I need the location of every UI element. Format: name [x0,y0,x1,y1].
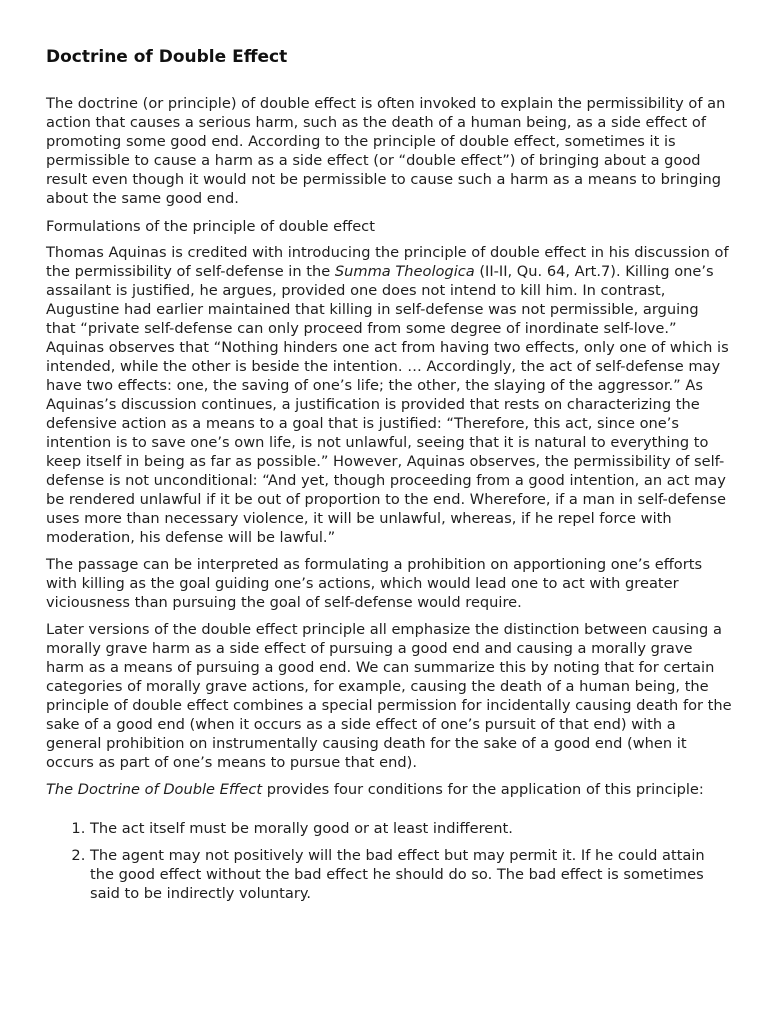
summa-theologica-title: Summa Theologica [334,263,475,280]
conditions-list [46,819,732,903]
section-subheading: Formulations of the principle of double effect [46,218,375,235]
interpretation-paragraph: The passage can be interpreted as formulating a prohibition on apportioning one’s efforts with killing as the goal guiding one’s actions, which would lead one to act with greater viciousness than pursuing the goal of self-defense would require. [46,556,703,611]
conditions-intro-paragraph [46,780,732,799]
condition-item: 1. The act itself must be morally good or at least indifferent. [90,819,732,838]
aquinas-text-end: (II-II, Qu. 64, Art.7). Killing one’s assailant is justified, he argues, provided one does not intend to kill him. In contrast, Augustine had earlier maintained that killing in self-defense was not permissible, arguing that “private self-defense can only proceed from some degree of inordinate self-love.” Aquinas observes that “Nothing hinders one act from having two effects, only one of which is intended, while the other is beside the intention. … Accordingly, the act of self-defense may have two effects: one, the saving of one’s life; the other, the slaying of the aggressor.” As Aquinas’s discussion continues, a justification is provided that rests on characterizing the defensive action as a means to a goal that is justified: “Therefore, this act, since one’s intention is to save one’s own life, is not unlawful, seeing that it is natural to everything to keep itself in being as far as possible.” However, Aquinas observes, the permissibility of self-defense is not unconditional: “And yet, though proceeding from a good intention, an act may be rendered unlawful if it be out of proportion to the end. Wherefore, if a man in self-defense uses more than necessary violence, it will be unlawful, whereas, if he repel force with moderation, his defense will be lawful.” [46,263,729,546]
doctrine-title-italic: The Doctrine of Double Effect [46,781,263,798]
aquinas-text-start: Thomas Aquinas is credited with introducing the principle of double effect in his discussion of the permissibility of self-defense in the [46,244,729,280]
aquinas-paragraph [46,243,732,547]
document-title: Doctrine of Double Effect [46,47,288,67]
later-versions-paragraph: Later versions of the double effect principle all emphasize the distinction between causing a morally grave harm as a side effect of pursuing a good end and causing a morally grave harm as a means of pursuing a good end. We can summarize this by noting that for certain categories of morally grave actions, for example, causing the death of a human being, the principle of double effect combines a special permission for incidentally causing death for the sake of a good end (when it occurs as a side effect of one’s pursuit of that end) with a general prohibition on instrumentally causing death for the sake of a good end (when it occurs as part of one’s means to pursue that end). [46,621,732,771]
conditions-intro-text: provides four conditions for the application of this principle: [262,781,704,798]
intro-paragraph: The doctrine (or principle) of double effect is often invoked to explain the permissibility of an action that causes a serious harm, such as the death of a human being, as a side effect of promoting some good end. According to the principle of double effect, sometimes it is permissible to cause a harm as a side effect (or “double effect”) of bringing about a good result even though it would not be permissible to cause such a harm as a means to bringing about the same good end. [46,95,726,207]
condition-item: 2. The agent may not positively will the bad effect but may permit it. If he could attain the good effect without the bad effect he should do so. The bad effect is sometimes said to be indirectly voluntary. [90,846,732,903]
